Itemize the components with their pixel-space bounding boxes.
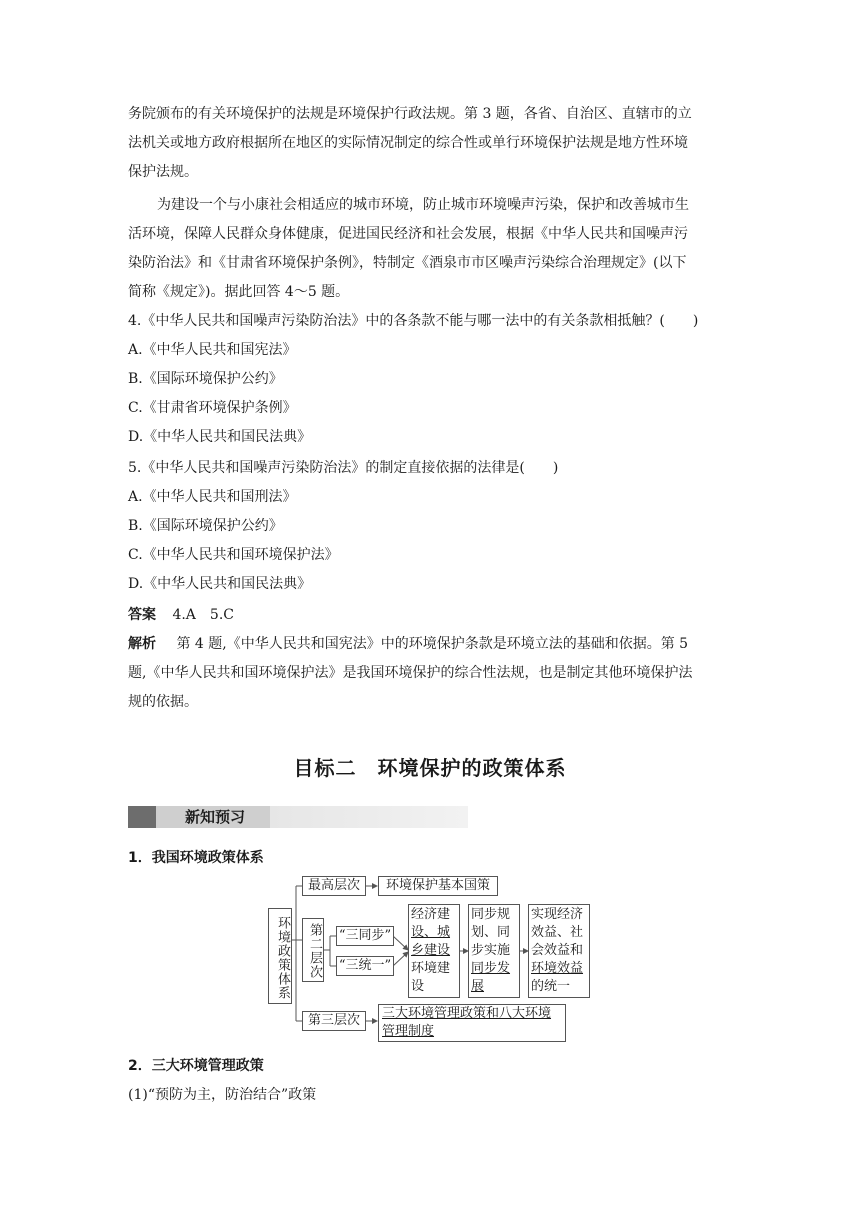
management-policies-line: 三大环境管理政策和八大环境 <box>382 1006 552 1021</box>
third-level-node: 第三层次 <box>302 1011 366 1031</box>
analysis-line-2: 题,《中华人民共和国环境保护法》是我国环境保护的综合性法规，也是制定其他环境保护法 <box>128 665 693 681</box>
construction-box-line: 环境建 <box>411 961 451 976</box>
question-5-option-a: A.《中华人民共和国刑法》 <box>128 489 297 505</box>
question-5-option-b: B.《国际环境保护公约》 <box>128 518 283 534</box>
intro-line-1: 务院颁布的有关环境保护的法规是环境保护行政法规。第 3 题，各省、自治区、直辖市的立 <box>128 106 692 122</box>
construction-box-line: 设 <box>411 979 425 994</box>
section-title: 目标二 环境保护的政策体系 <box>293 756 567 780</box>
synchronization-box-line: 步实施 <box>471 943 511 958</box>
question-4-option-c: C.《甘肃省环境保护条例》 <box>128 400 297 416</box>
intro-line-3: 保护法规。 <box>128 164 198 180</box>
construction-box <box>408 904 460 998</box>
analysis-line-3: 规的依据。 <box>128 694 198 710</box>
item-2-subtitle: (1)“预防为主，防治结合”政策 <box>128 1087 317 1103</box>
item-1-title: 1．我国环境政策体系 <box>128 850 264 866</box>
management-policies-line: 管理制度 <box>382 1024 435 1039</box>
unification-box-line: 实现经济 <box>531 907 584 922</box>
question-4-option-d: D.《中华人民共和国民法典》 <box>128 429 312 445</box>
unification-box-line: 的统一 <box>531 979 571 994</box>
unification-box-line: 环境效益 <box>531 961 584 976</box>
passage-line-4: 简称《规定》)。据此回答 4～5 题。 <box>128 284 350 300</box>
analysis-label: 解析 <box>128 636 156 652</box>
construction-box-line: 设、城 <box>411 925 451 940</box>
answer-label: 答案 <box>128 607 156 623</box>
question-4-option-a: A.《中华人民共和国宪法》 <box>128 342 297 358</box>
unification-box-line: 效益、社 <box>531 925 584 940</box>
answer-text: 4.A 5.C <box>172 607 234 623</box>
basic-national-policy-node: 环境保护基本国策 <box>378 876 498 896</box>
construction-box-line: 乡建设 <box>411 943 451 958</box>
question-5-stem: 5.《中华人民共和国噪声污染防治法》的制定直接依据的法律是( ) <box>128 460 559 476</box>
question-4-stem: 4.《中华人民共和国噪声污染防治法》中的各条款不能与哪一法中的有关条款相抵触？( ) <box>128 313 699 329</box>
passage-line-1: 为建设一个与小康社会相适应的城市环境，防止城市环境噪声污染，保护和改善城市生 <box>157 197 689 213</box>
passage-line-2: 活环境，保障人民群众身体健康，促进国民经济和社会发展，根据《中华人民共和国噪声污 <box>128 226 688 242</box>
policy-system-root-node: 环境政策体系 <box>268 908 292 1004</box>
second-level-node: 第二层次 <box>302 918 324 982</box>
synchronization-box <box>468 904 520 998</box>
construction-box-line: 经济建 <box>411 907 451 922</box>
synchronization-box-line: 划、同 <box>471 925 511 940</box>
synchronization-box-line: 同步规 <box>471 907 511 922</box>
unification-box-line: 会效益和 <box>531 943 584 958</box>
banner-label: 新知预习 <box>160 806 270 828</box>
analysis-text-1: 第 4 题,《中华人民共和国宪法》中的环境保护条款是环境立法的基础和依据。第 5 <box>176 636 689 652</box>
management-policies-node <box>378 1004 566 1042</box>
question-4-option-b: B.《国际环境保护公约》 <box>128 371 283 387</box>
question-5-option-c: C.《中华人民共和国环境保护法》 <box>128 547 339 563</box>
item-2-title: 2．三大环境管理政策 <box>128 1058 264 1074</box>
highest-level-node: 最高层次 <box>302 876 366 896</box>
intro-line-2: 法机关或地方政府根据所在地区的实际情况制定的综合性或单行环境保护法规是地方性环境 <box>128 135 688 151</box>
passage-line-3: 染防治法》和《甘肃省环境保护条例》，特制定《酒泉市市区噪声污染综合治理规定》(以下 <box>128 255 687 271</box>
three-sync-node: “三同步” <box>336 926 394 946</box>
synchronization-box-line: 同步发 <box>471 961 511 976</box>
three-unify-node: “三统一” <box>336 956 394 976</box>
unification-box <box>528 904 590 998</box>
synchronization-box-line: 展 <box>471 979 485 994</box>
question-5-option-d: D.《中华人民共和国民法典》 <box>128 576 312 592</box>
